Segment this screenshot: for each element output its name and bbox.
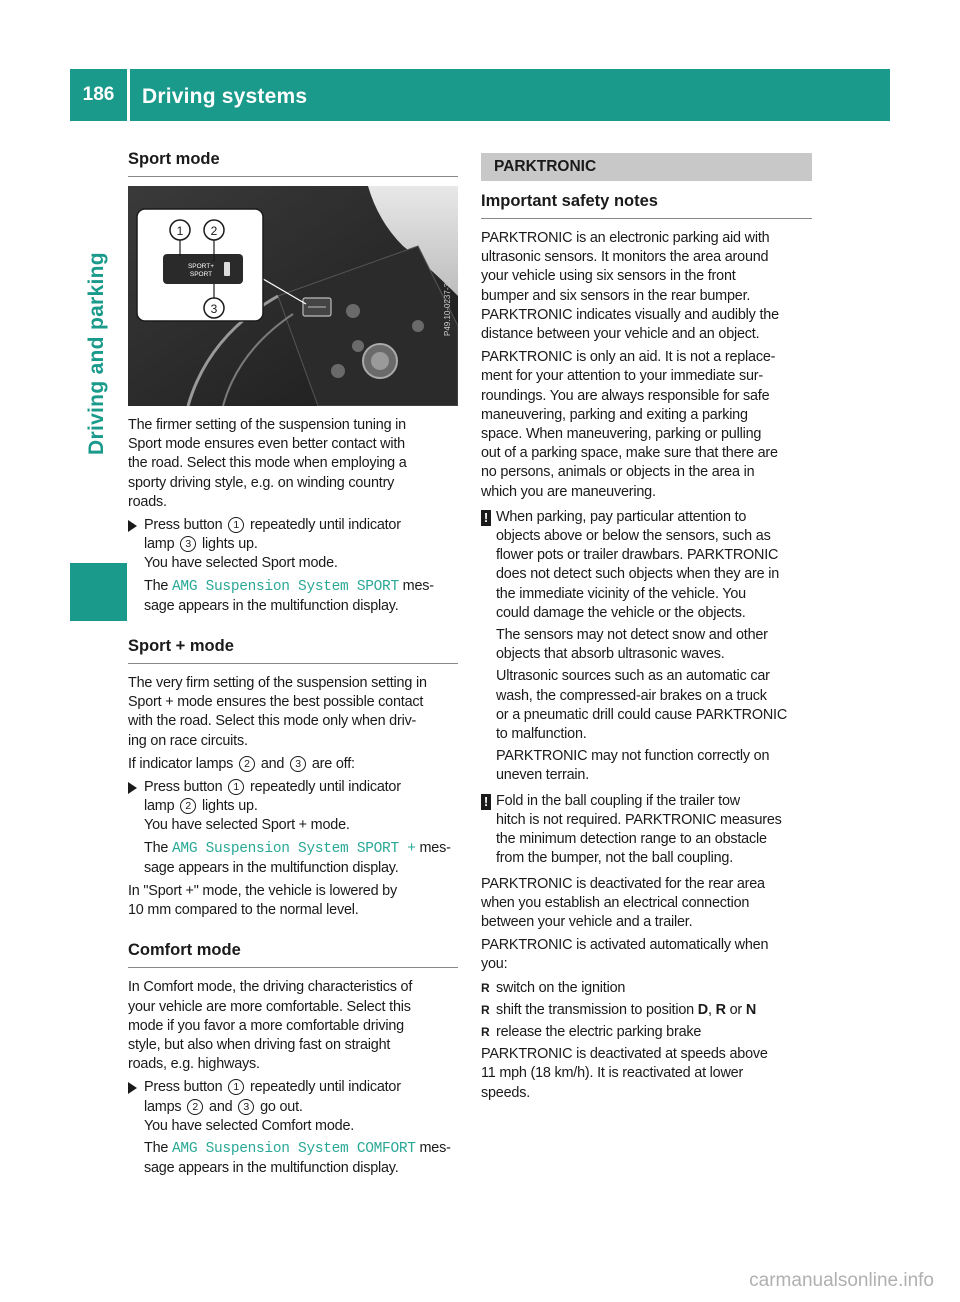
side-tab-marker bbox=[70, 563, 127, 621]
sport-mode-heading: Sport mode bbox=[128, 150, 458, 177]
right-column bbox=[481, 153, 812, 1107]
side-tab-label: Driving and parking bbox=[85, 252, 108, 455]
sport-button-label: SPORT bbox=[189, 271, 213, 278]
page-title: Driving systems bbox=[142, 85, 308, 108]
step-arrow-icon bbox=[128, 520, 137, 532]
sport-mode-intro: The firmer setting of the suspension tuning in Sport mode ensures even better contact with the road. Select this mode when employing a sporty driving style, e.g. on winding country roads. bbox=[128, 417, 407, 510]
bullet-r-icon: R bbox=[481, 980, 490, 995]
warning-block-1: ! When parking, pay particular attention to objects above or below the sensors, such as flower pots or trailer drawbars. PARKTRONIC does not detect such objects when they are in the immediate vicinity of the vehicle. You could damage the vehicle or the objects. The sensors may not detect snow and other objects that absorb ultrasonic waves. Ultrasonic sources such as an automatic car wash, the compressed-air brakes on a truck or a pneumatic drill could cause PARKTRONIC to malfunction. PARKTRONIC may not function correctly on uneven terrain. bbox=[481, 508, 812, 786]
display-message: AMG Suspension System SPORT bbox=[172, 578, 399, 595]
console-photo bbox=[128, 186, 458, 406]
step-arrow-icon bbox=[128, 1082, 137, 1094]
callout-ref-1: 1 bbox=[228, 517, 244, 533]
list-item: R release the electric parking brake bbox=[481, 1023, 812, 1042]
comfort-mode-heading: Comfort mode bbox=[128, 941, 458, 968]
display-message: AMG Suspension System COMFORT bbox=[172, 1141, 416, 1158]
parktronic-intro: PARKTRONIC is an electronic parking aid with ultrasonic sensors. It monitors the area around your vehicle using six sensors in the front bumper and six sensors in the rear bumper. PARKTRONIC indicates visually and audibly the distance between your vehicle and an object. bbox=[481, 230, 779, 343]
section-bar: PARKTRONIC bbox=[481, 153, 812, 181]
left-column bbox=[128, 150, 458, 1183]
list-item: R shift the transmission to position D, R or N bbox=[481, 1001, 812, 1020]
bullet-r-icon: R bbox=[481, 1024, 490, 1039]
sport-plus-heading: Sport + mode bbox=[128, 637, 458, 664]
display-message: AMG Suspension System SPORT + bbox=[172, 840, 416, 857]
sport-mode-step: Press button 1 repeatedly until indicator lamp 3 lights up. You have selected Sport mode. The AMG Suspension System SPORT mes- sage appears in the multifunction display. bbox=[128, 516, 458, 616]
sport-plus-step: Press button 1 repeatedly until indicator lamp 2 lights up. You have selected Sport + mode. The AMG Suspension System SPORT + mes- sage appears in the multifunction display. bbox=[128, 778, 458, 878]
parktronic-speed-note: PARKTRONIC is deactivated at speeds above 11 mph (18 km/h). It is reactivated at lower speeds. bbox=[481, 1046, 768, 1101]
safety-notes-heading: Important safety notes bbox=[481, 192, 812, 219]
sport-plus-note: In "Sport +" mode, the vehicle is lowered by 10 mm compared to the normal level. bbox=[128, 883, 397, 919]
step-arrow-icon bbox=[128, 782, 137, 794]
comfort-mode-step: Press button 1 repeatedly until indicator lamps 2 and 3 go out. You have selected Comfort mode. The AMG Suspension System COMFORT mes- sage appears in the multifunction display. bbox=[128, 1078, 458, 1178]
footer-watermark: carmanualsonline.info bbox=[749, 1270, 934, 1291]
parktronic-aid-note: PARKTRONIC is only an aid. It is not a replace- ment for your attention to your immediate sur- roundings. You are always responsible for safe maneuvering, parking and exiting a parking space. When maneuvering, parking or pulling out of a parking space, make sure that there are no persons, animals or objects in the area in which you are maneuvering. bbox=[481, 349, 778, 500]
parktronic-trailer-note: PARKTRONIC is deactivated for the rear area when you establish an electrical connection between your vehicle and a trailer. bbox=[481, 875, 765, 930]
comfort-mode-intro: In Comfort mode, the driving characteristics of your vehicle are more comfortable. Select this mode if you favor a more comfortable driving style, but also when driving fast on straight roads, e.g. highways. bbox=[128, 979, 413, 1073]
sport-plus-intro: The very firm setting of the suspension setting in Sport + mode ensures the best possible contact with the road. Select this mode only when driv- ing on race circuits. bbox=[128, 675, 427, 749]
bullet-r-icon: R bbox=[481, 1002, 490, 1017]
sport-plus-button-label: SPORT+ bbox=[187, 263, 215, 270]
callout-1: 1 bbox=[176, 224, 184, 238]
figure-code: P49.10-0237-31 bbox=[443, 278, 452, 336]
callout-ref-3: 3 bbox=[180, 536, 196, 552]
list-item: R switch on the ignition bbox=[481, 979, 812, 998]
callout-3: 3 bbox=[210, 302, 218, 316]
warning-icon: ! bbox=[481, 794, 491, 810]
page-number: 186 bbox=[82, 84, 115, 105]
callout-2: 2 bbox=[210, 224, 218, 238]
header-divider bbox=[127, 69, 130, 121]
parktronic-activation-intro: PARKTRONIC is activated automatically when you: bbox=[481, 937, 769, 973]
warning-icon: ! bbox=[481, 510, 491, 526]
sport-plus-condition: If indicator lamps 2 and 3 are off: bbox=[128, 755, 355, 772]
warning-block-2: ! Fold in the ball coupling if the trailer tow hitch is not required. PARKTRONIC measures the minimum detection range to an obstacle from the bumper, not the ball coupling. bbox=[481, 792, 812, 869]
